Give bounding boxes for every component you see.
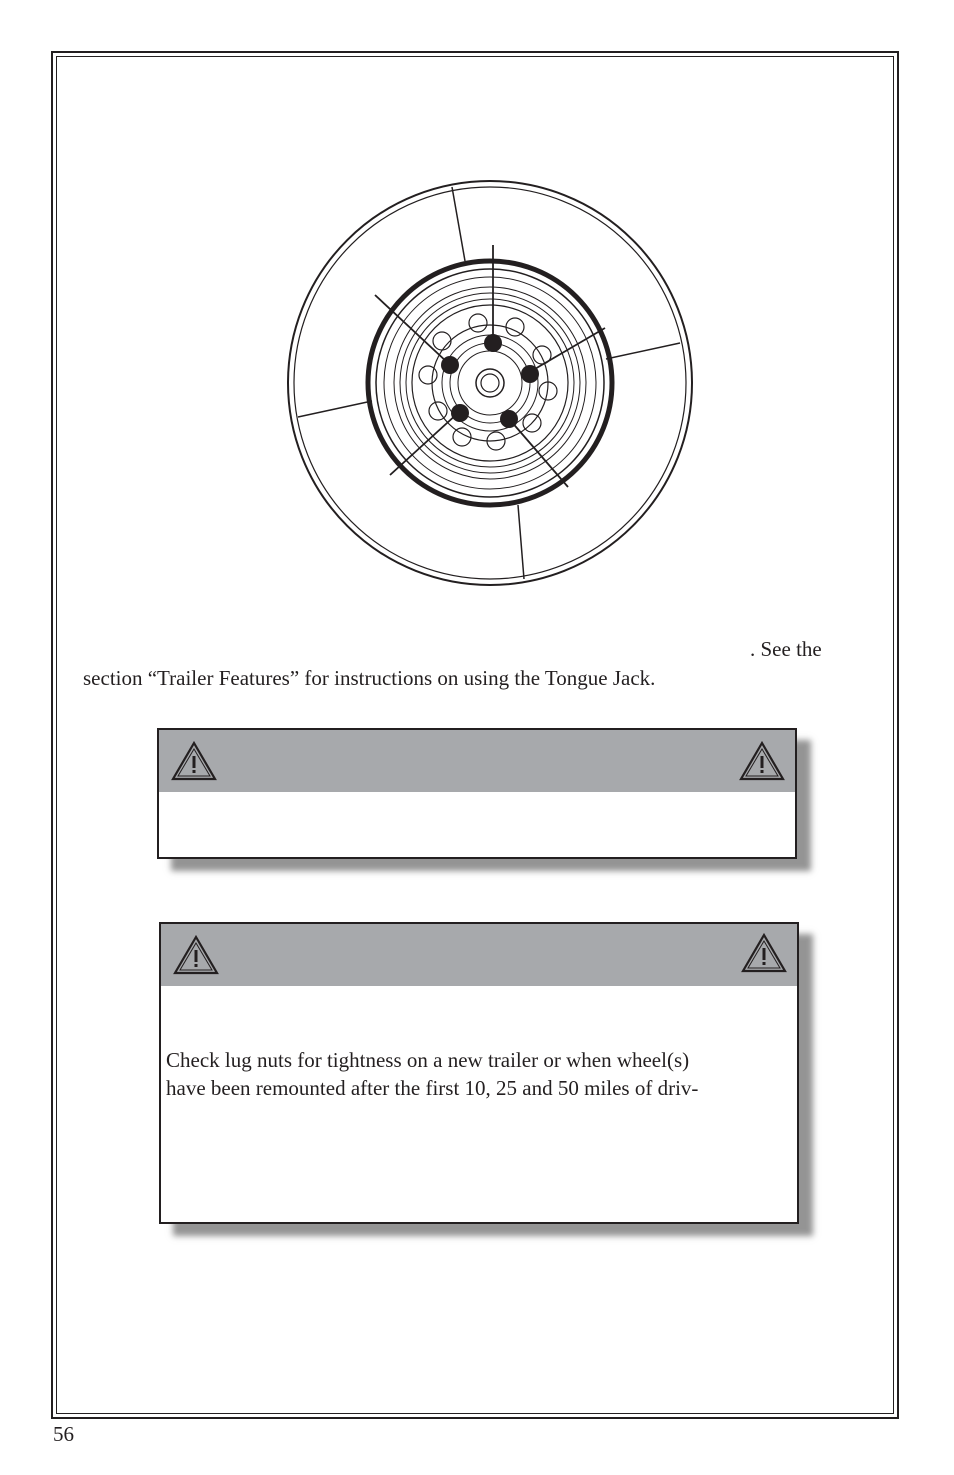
body-text-line-2: section “Trailer Features” for instructions on using the Tongue Jack.: [83, 666, 656, 690]
page-number: 56: [53, 1422, 74, 1446]
warning-triangle-icon: [739, 740, 785, 782]
body-text-line-1: . See the: [750, 637, 822, 661]
warning-text-line-1: Check lug nuts for tightness on a new trailer or when wheel(s): [166, 1048, 690, 1072]
warning-triangle-icon: [741, 932, 787, 974]
warning-header-2: [161, 924, 797, 986]
warning-text-line-2: have been remounted after the first 10, 25 and 50 miles of driv-: [166, 1076, 699, 1100]
warning-triangle-icon: [173, 934, 219, 976]
warning-header-1: [159, 730, 795, 792]
warning-box-2: [159, 922, 799, 1224]
wheel-lug-nut-diagram: [280, 175, 700, 595]
warning-triangle-icon: [171, 740, 217, 782]
warning-box-1: [157, 728, 797, 859]
